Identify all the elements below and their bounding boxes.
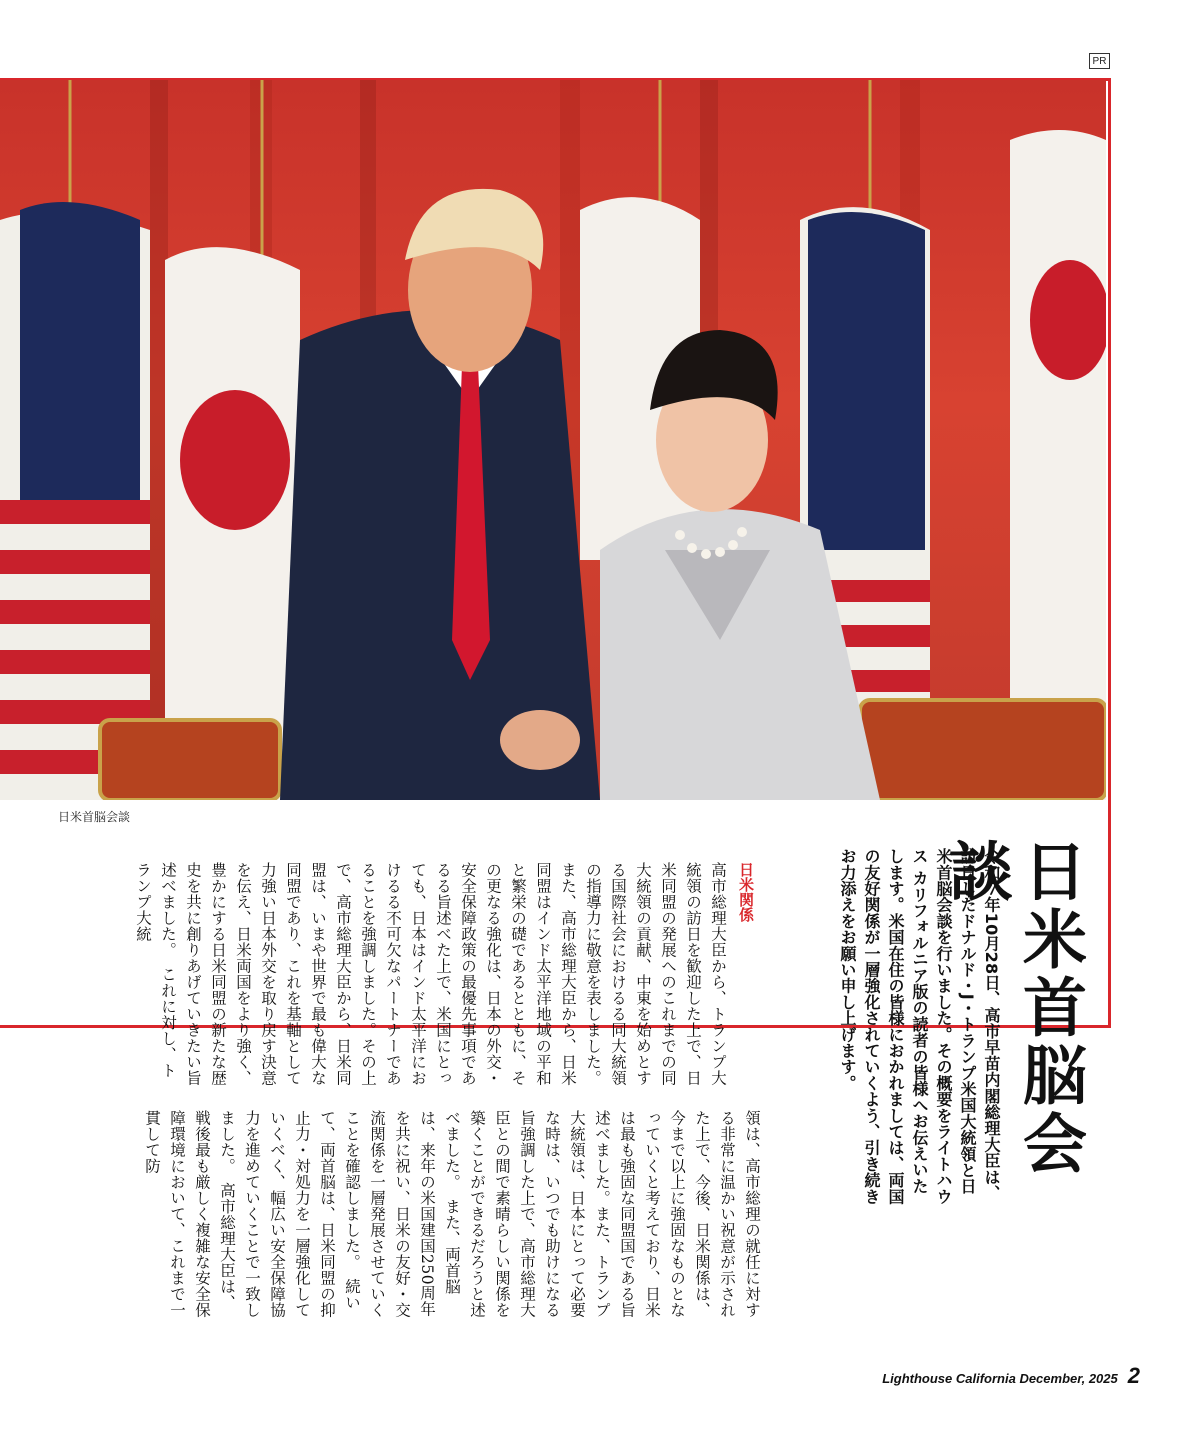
article-headline: 日米首脳会談 <box>938 838 1086 1178</box>
article-body-lower: 領は、高市総理の就任に対する非常に温かい祝意が示された上で、今後、日米関係は、今まで以上に強固なものとなっていくと考えており、日米は最も強固な同盟国である旨述べました。また、トランプ大統領は、日本にとって必要な時は、いつでも助けになる旨強調した上で、高市総理大臣との間で素晴らしい関係を築くことができるだろうと述べました。 また、両首脳は、来年の米国建国250周年を共に祝い、日米の友好・交流関係を一層発展させていくことを確認しました。 続いて、両首脳は、日米同盟の抑止力・対処力を一層強化していくべく、幅広い安全保障協力を進めていくことで一致しました。 高市総理大臣は、戦後最も厳しく複雑な安全保障環境において、これまで一貫して防 <box>143 1110 761 1318</box>
article-lede: 令和７年10月28日、高市早苗内閣総理大臣は、訪日したドナルド・J・トランプ米国大統領と日米首脳会談を行いました。その概要をライトハウス カリフォルニア版の読者の皆様へお伝えいたします。米国在住の皆様におかれましては、両国の友好関係が一層強化されていくよう、引き続きお力添えをお願い申し上げます。 <box>838 848 1001 1205</box>
summit-photo-illustration <box>0 80 1106 800</box>
summit-photo <box>0 80 1106 800</box>
publication-name: Lighthouse California December, 2025 <box>882 1371 1118 1386</box>
us-flag-left <box>0 202 150 800</box>
article-body-upper: 高市総理大臣から、トランプ大統領の訪日を歓迎した上で、日米同盟の発展へのこれまでの同大統領の貢献、中東を始めとする国際社会におけるる同大統領の指導力に敬意を表しました。また、高市総理大臣から、日米同盟はインド太平洋地域の平和と繁栄の礎であるとともに、その更なる強化は、日本の外交・安全保障政策の最優先事項であるる旨述べた上で、米国にとっても、日本はインド太平洋におけるる不可欠なパートナーであることを強調しました。その上で、高市総理大臣から、日米同盟は、いまや世界で最も偉大な同盟であり、これを基軸として力強い日本外交を取り戻す決意を伝え、日米両国をより強く、豊かにする日米同盟の新たな歴史を共に創りあげていきたい旨述べました。 これに対し、トランプ大統 <box>134 862 727 1086</box>
page-footer <box>882 1363 1140 1389</box>
pr-badge: PR <box>1089 53 1110 69</box>
japan-flag-left <box>165 247 300 800</box>
page-number: 2 <box>1127 1363 1140 1388</box>
photo-caption: 日米首脳会談 <box>58 810 131 824</box>
section-heading: 日米関係 <box>737 862 755 922</box>
man-figure <box>280 189 600 800</box>
